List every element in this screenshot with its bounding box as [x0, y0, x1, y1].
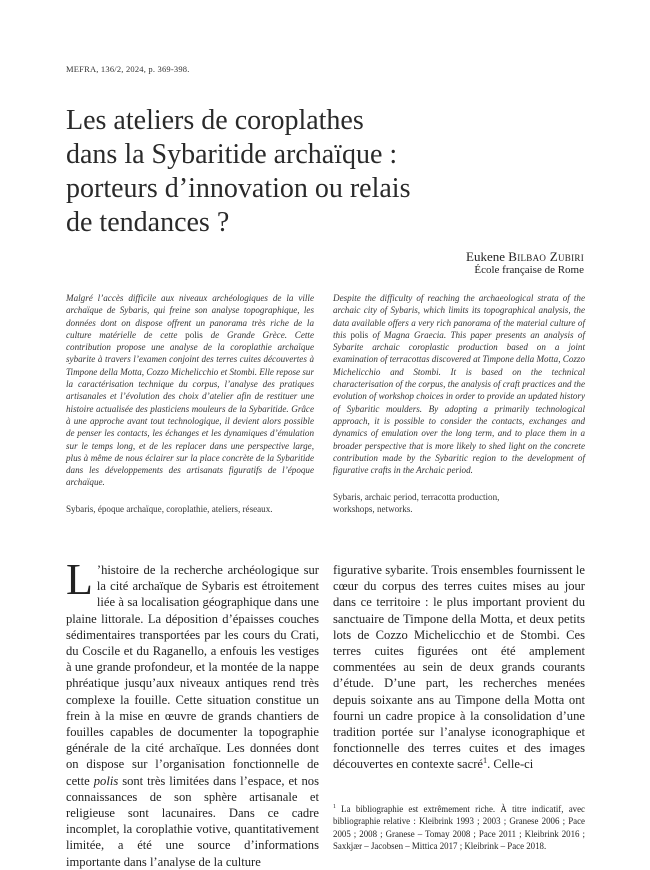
abstract-french: [66, 292, 314, 489]
abstract-en-text-1: Despite the difficulty of reaching the archaeological strata of the archaic city of Sybaris, which limits its topographical analysis, the data available offers a very rich panorama of the material culture of this: [333, 293, 585, 340]
author-affiliation: École française de Rome: [474, 264, 584, 276]
keywords-french: Sybaris, époque archaïque, coroplathie, ateliers, réseaux.: [66, 504, 273, 514]
abstract-en-polis: polis: [350, 329, 369, 340]
body-column-right: [333, 562, 585, 773]
abstract-english: [333, 292, 585, 476]
title-line: dans la Sybaritide archaïque :: [66, 139, 398, 170]
article-title: [66, 104, 586, 240]
abstract-fr-text-1: Malgré l’accès difficile aux niveaux archéologiques de la ville archaïque de Sybaris, qui freine son analyse topographique, les données dont on dispose offrent un panorama très riche de la culture matérielle de cette: [66, 293, 314, 340]
body-left-text-2: sont très limitées dans l’espace, et nos connaissances de son sphère artisanale et religieuse sont lacunaires. Dans ce cadre incomplet, la coroplathie votive, quantitativement limitée, a été une source d’informations importante dans l’analyse de la culture: [66, 773, 319, 869]
body-right-text-1: figurative sybarite. Trois ensembles fournissent le cœur du corpus des terres cuites mises au jour dans ce territoire : le plus important provient du sanctuaire de Timpone della Motta, et deux petits lots de Cozzo Michelicchio et de Stombi. Ces terres cuites figurées ont été amplement commentées au sein de deux grands courants d’étude. D’une part, les recherches menées depuis soixante ans au Timpone della Motta ont fourni un cadre propice à la consolidation d’une tradition portée sur l’analyse iconographique et fonctionnelle des terres cuites et des images découvertes en contexte sacré: [333, 563, 585, 772]
author-first-name: Eukene: [466, 249, 505, 264]
footnote-reference[interactable]: 1: [483, 756, 488, 766]
journal-reference: MEFRA, 136/2, 2024, p. 369-398.: [66, 64, 190, 74]
body-column-left: [66, 555, 319, 870]
abstract-fr-polis: polis: [185, 329, 203, 340]
footnote-number: 1: [333, 804, 336, 811]
title-line: porteurs d’innovation ou relais: [66, 173, 411, 204]
drop-cap: L: [66, 555, 93, 604]
author-last-name: Bilbao Zubiri: [508, 249, 584, 264]
title-line: de tendances ?: [66, 207, 230, 238]
keywords-english: Sybaris, archaic period, terracotta production, workshops, networks.: [333, 492, 500, 515]
body-left-polis: polis: [93, 773, 119, 788]
abstract-fr-text-2: de Grande Grèce. Cette contribution propose une analyse de la coroplathie archaïque sybarite à travers l’examen conjoint des terres cuites découvertes à Timpone della Motta, Cozzo Michelicchio et Stombi. Elle repose sur la caractérisation technique du corpus, l’analyse des pratiques artisanales et l’évolution des choix d’atelier afin de restituer une histoire actualisée des plasticiens mouleurs de la Sybaritide. Grâce à une approche avant tout technologique, il devient alors possible de penser les contacts, les échanges et les dynamiques d’émulation sur le temps long, et de les replacer dans une perspective large, plus à même de nous éclairer sur la place concrète de la Sybaritide dans les développements des artisanats figuratifs de l’époque archaïque.: [66, 329, 314, 488]
footnote: [333, 803, 585, 852]
abstract-en-text-2: of Magna Graecia. This paper presents an analysis of Sybarite archaic coroplastic production based on a joint examination of terracottas discovered at Timpone della Motta, Cozzo Michelicchio and Stombi. It is based on the technical characterisation of the corpus, the analysis of craft practices and the evolution of workshop choices in order to provide an updated history of Sybaritic moulders. By adopting a primarily technological approach, it is possible to consider the contacts, exchanges and dynamics of emulation over the long term, and to place them in a broader perspective that is more likely to shed light on the concrete contribution made by the Sybaritic region to the development of figurative crafts in the Archaic period.: [333, 329, 585, 476]
author-name: [466, 249, 584, 265]
body-right-text-2: . Celle-ci: [487, 757, 534, 772]
footnote-text: La bibliographie est extrêmement riche. À titre indicatif, avec bibliographie relative : Kleibrink 1993 ; 2003 ; Granese 2006 ; Pace 2005 ; 2008 ; Granese – Tomay 2008 ; Pace 2011 ; Kleibrink 2016 ; Saxkjær – Jacobsen – Mittica 2017 ; Kleibrink – Pace 2018.: [333, 804, 585, 851]
body-left-text-1: ’histoire de la recherche archéologique sur la cité archaïque de Sybaris est étroitement liée à sa localisation géographique dans une plaine littorale. La déposition d’épaisses couches sédimentaires transportées par les cours du Crati, du Coscile et du Raganello, a enfouis les vestiges à une grande profondeur, et la montée de la nappe phréatique jusqu’aux niveaux antiques rend très complexe la fouille. Cette situation constitue un frein à la mise en œuvre de grands chantiers de fouilles capables de documenter la topographie générale de la cité archaïque. Les données dont on dispose sur l’organisation fonctionnelle de cette: [66, 563, 319, 788]
title-line: Les ateliers de coroplathes: [66, 105, 364, 136]
